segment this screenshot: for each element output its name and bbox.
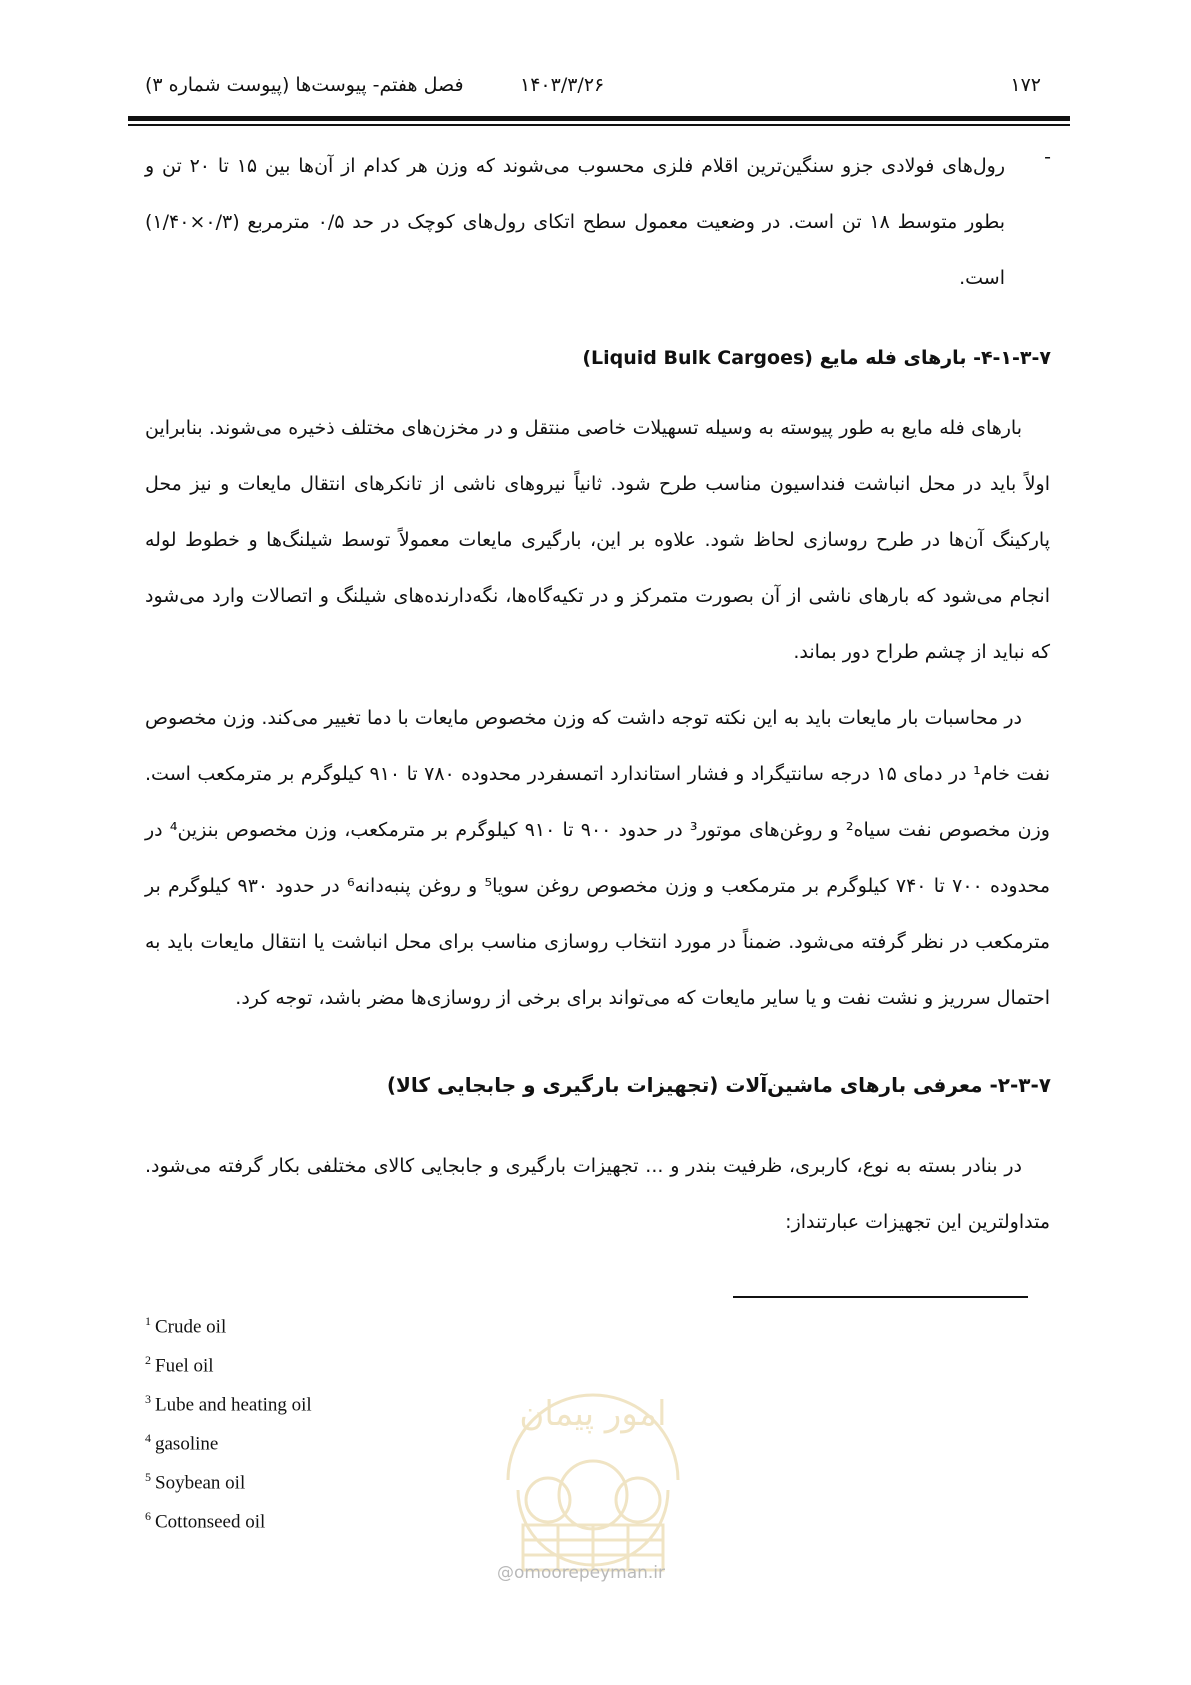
section-heading-machinery: ۲-۳-۷- معرفی بارهای ماشین‌آلات (تجهیزات بارگیری و جابجایی کالا) [386,1073,1051,1097]
header-rule-thin [128,124,1070,126]
bullet-marker: - [1044,146,1051,168]
paragraph-liquid-bulk-2: در محاسبات بار مایعات باید به این نکته توجه داشت که وزن مخصوص مایعات با دما تغییر می‌کند. وزن مخصوص نفت خام¹ در دمای ۱۵ درجه سانتیگراد و فشار استاندارد اتمسفردر محدوده ۷۸۰ تا ۹۱۰ کیلوگرم بر مترمکعب است. وزن مخصوص نفت سیاه² و روغن‌های موتور³ در حدود ۹۰۰ تا ۹۱۰ کیلوگرم بر مترمکعب، وزن مخصوص بنزین⁴ در محدوده ۷۰۰ تا ۷۴۰ کیلوگرم بر مترمکعب و وزن مخصوص روغن سویا⁵ و روغن پنبه‌دانه⁶ در حدود ۹۳۰ کیلوگرم بر مترمکعب در نظر گرفته می‌شود. ضمناً در مورد انتخاب روسازی مناسب برای محل انباشت یا انتقال مایعات باید به احتمال سرریز و نشت نفت و یا سایر مایعات که می‌تواند برای برخی از روسازی‌ها مضر باشد، توجه کرد. [145,707,1051,1009]
section-heading-liquid-bulk: ۴-۱-۳-۷- بارهای فله مایع (Liquid Bulk Cargoes) [582,347,1051,369]
page-number: ۱۷۲ [1010,74,1041,96]
header-date: ۱۴۰۳/۳/۲۶ [520,74,605,96]
footnote-item: $^5$ Soybean oil [145,1470,246,1494]
footnote-list [145,1302,312,1536]
footnote-item: $^1$ Crude oil [145,1314,227,1338]
header-rule-thick [128,116,1070,121]
footnote-item: $^3$ Lube and heating oil [145,1392,312,1416]
watermark-url: @omoorepeyman.ir [497,1563,666,1583]
footnote-item: $^4$ gasoline [145,1431,219,1455]
paragraph-liquid-bulk-1: بارهای فله مایع به طور پیوسته به وسیله تسهیلات خاصی منتقل و در مخزن‌های مختلف ذخیره می‌شوند. بنابراین اولاً باید در محل انباشت فنداسیون مناسب طرح شود. ثانیاً نیروهای ناشی از تانکرهای انتقال مایعات و نیز محل پارکینگ آن‌ها در طرح روسازی لحاظ شود. علاوه بر این، بارگیری مایعات معمولاً توسط شیلنگ‌ها و خطوط لوله انجام می‌شود که بارهای ناشی از آن بصورت متمرکز و در تکیه‌گاه‌ها، نگه‌دارنده‌های شیلنگ و اتصالات وارد می‌شود که نباید از چشم طراح دور بماند. [145,417,1050,663]
footnote-item: $^2$ Fuel oil [145,1353,214,1377]
footnote-separator [733,1296,1028,1298]
bullet-paragraph: رول‌های فولادی جزو سنگین‌ترین اقلام فلزی محسوب می‌شوند که وزن هر کدام از آن‌ها بین ۱۵ تا ۲۰ تن و بطور متوسط ۱۸ تن است. در وضعیت معمول سطح اتکای رول‌های کوچک در حد ۰/۵ مترمربع (۰/۳×۱/۴۰) است. [145,155,1005,289]
chapter-title: فصل هفتم- پیوست‌ها (پیوست شماره ۳) [145,74,464,96]
watermark-logo-text: امور پیمان [519,1394,667,1434]
watermark-logo [488,1330,698,1590]
footnote-item: $^6$ Cottonseed oil [145,1509,266,1533]
paragraph-machinery: در بنادر بسته به نوع، کاربری، ظرفیت بندر و ... تجهیزات بارگیری و جابجایی کالای مختلفی بکار گرفته می‌شود. متداولترین این تجهیزات عبارتنداز: [145,1155,1050,1233]
